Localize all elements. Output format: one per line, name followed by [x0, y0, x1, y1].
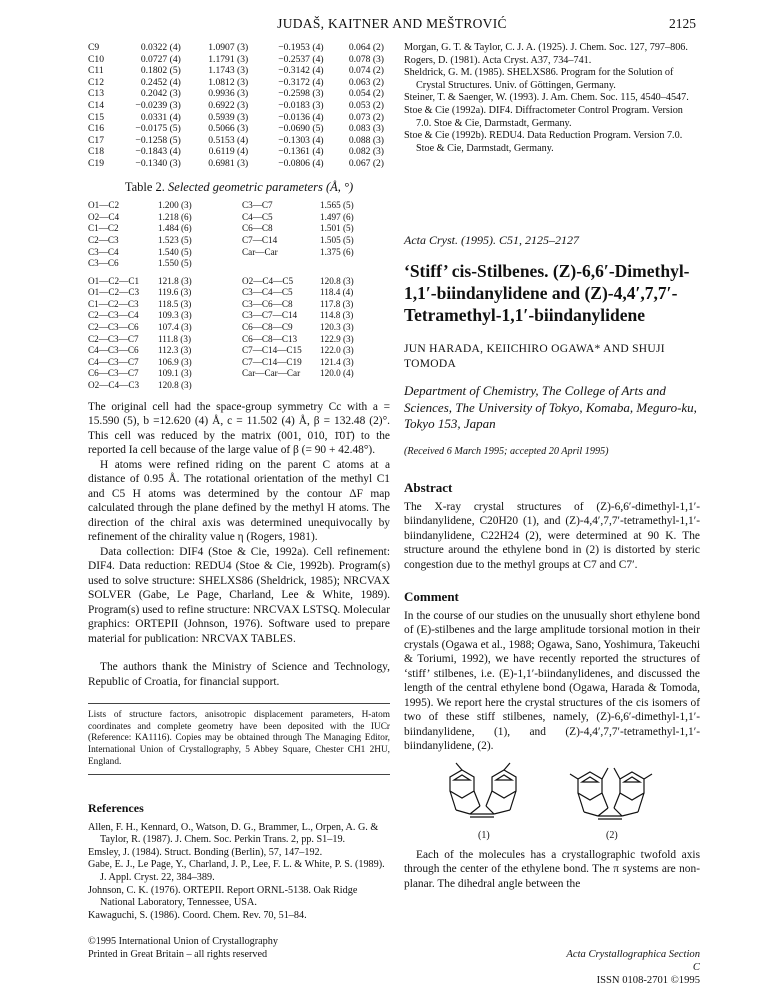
table-cell: −0.0136 (4) [278, 111, 324, 123]
table-cell: −0.1361 (4) [278, 146, 324, 158]
table-cell: 0.0727 (4) [140, 53, 181, 65]
table-cell: 0.088 (3) [348, 134, 384, 146]
reference-item: Gabe, E. J., Le Page, Y., Charland, J. P., Lee, F. L. & White, P. S. (1989). J. Appl. Cryst. 22, 384–389. [88, 859, 385, 884]
reference-item: Emsley, J. (1984). Struct. Bonding (Berlin), 57, 147–192. [88, 846, 323, 858]
table-cell: C6—C3—C7 [88, 368, 139, 379]
table-row [88, 88, 390, 100]
table-cell: 1.218 (6) [158, 211, 192, 222]
table-cell: 1.1791 (3) [208, 53, 249, 65]
bond-angles-table [88, 276, 390, 392]
authors: JUN HARADA, KEIICHIRO OGAWA* AND SHUJI TOMODA [404, 342, 665, 370]
table-cell: C4—C3—C7 [88, 356, 139, 367]
table-cell: C4—C3—C6 [88, 345, 139, 356]
table-cell: C3—C7—C14 [242, 310, 298, 321]
table-row [88, 123, 390, 135]
table-cell: C3—C6 [88, 258, 119, 269]
table-cell: C19 [88, 157, 104, 169]
table-cell: 0.082 (3) [348, 146, 384, 158]
table2-caption: Table 2. Selected geometric parameters (Å, °) [124, 179, 354, 194]
table-cell: 1.1743 (3) [208, 65, 249, 77]
table-row [88, 299, 390, 311]
reference-item: Sheldrick, G. M. (1985). SHELXS86. Program for the Solution of Crystal Structures. Univ. of Göttingen, Germany. [404, 67, 674, 91]
table-cell: Car—Car [242, 246, 278, 257]
table-cell: 121.4 (3) [320, 356, 354, 367]
table-cell: 111.8 (3) [158, 333, 191, 344]
table-cell [320, 258, 390, 270]
table-cell: C2—C3—C4 [88, 310, 139, 321]
table-row [88, 212, 390, 224]
table-cell: 0.9936 (3) [208, 88, 249, 100]
table-row [88, 276, 390, 288]
table-cell: −0.0806 (4) [278, 157, 324, 169]
table-cell: 120.8 (3) [320, 275, 354, 286]
table-cell: C7—C14 [242, 234, 278, 245]
table-cell: 1.200 (3) [158, 200, 192, 211]
table-cell: −0.1258 (5) [135, 134, 181, 146]
reference-item: Allen, F. H., Kennard, O., Watson, D. G., Brammer, L., Orpen, A. G. & Taylor, R. (1987). J. Chem. Soc. Perkin Trans. 2, pp. S1–19. [88, 821, 379, 846]
acknowledgement: The authors thank the Ministry of Science and Technology, Republic of Croatia, for financial support. [88, 661, 390, 688]
comment-heading: Comment [404, 589, 459, 605]
table-cell: −0.1303 (4) [278, 134, 324, 146]
affiliation: Department of Chemistry, The College of Arts and Sciences, The University of Tokyo, Komaba, Meguro-ku, Tokyo 153, Japan [404, 383, 697, 432]
structure-1-drawing [450, 763, 516, 817]
table-row [88, 258, 390, 270]
table-cell: C13 [88, 88, 104, 100]
table-cell: 0.064 (2) [348, 42, 384, 53]
table-cell: 109.1 (3) [158, 368, 192, 379]
table-cell: 1.523 (5) [158, 234, 192, 245]
table-cell: −0.0690 (5) [278, 123, 324, 135]
table-cell: 0.078 (3) [348, 53, 384, 65]
table-cell: 0.054 (2) [348, 88, 384, 100]
table-row [88, 235, 390, 247]
table-cell: C16 [88, 123, 104, 135]
table-cell: 0.053 (2) [348, 99, 384, 111]
table-cell: 118.5 (3) [158, 298, 192, 309]
table-cell: −0.0175 (5) [135, 123, 181, 135]
table-row [88, 65, 390, 77]
table-cell: C4—C5 [242, 211, 273, 222]
structure-2-drawing [570, 768, 652, 819]
table-cell: C6—C8—C13 [242, 333, 298, 344]
table-cell: 119.6 (3) [158, 287, 192, 298]
table-cell: 1.505 (5) [320, 234, 354, 245]
table-cell: 1.550 (5) [158, 258, 192, 269]
table-cell: 0.5939 (3) [208, 111, 249, 123]
table-cell: 112.3 (3) [158, 345, 192, 356]
table-row [88, 146, 390, 158]
table-row [88, 310, 390, 322]
table-cell: 0.6922 (3) [208, 99, 249, 111]
table-cell: 0.2042 (3) [140, 88, 181, 100]
table-cell: −0.0183 (3) [278, 99, 324, 111]
table-cell: 0.083 (3) [348, 123, 384, 135]
table-row [88, 334, 390, 346]
table-cell: 1.565 (5) [320, 200, 354, 211]
table-cell: 109.3 (3) [158, 310, 192, 321]
comment-text-continued: Each of the molecules has a crystallographic twofold axis through the center of the ethylene bond. The π systems are non-planar. The dihedral angle between the [404, 848, 700, 890]
table-cell: C7—C14—C15 [242, 345, 302, 356]
table-cell: C14 [88, 99, 104, 111]
table-cell: 0.0331 (4) [140, 111, 181, 123]
table-cell: C3—C6—C8 [242, 298, 293, 309]
left-column [88, 42, 390, 962]
table-row [88, 100, 390, 112]
table-cell: 121.8 (3) [158, 275, 192, 286]
table-cell: C15 [88, 111, 104, 123]
table-cell: O2—C4 [88, 211, 120, 222]
table-cell: 0.6981 (3) [208, 157, 249, 169]
table-cell: C7—C14—C19 [242, 356, 302, 367]
table-row [88, 380, 390, 392]
coordinates-table [88, 42, 390, 170]
table-row [88, 345, 390, 357]
references-list [88, 822, 390, 923]
table-row [88, 287, 390, 299]
reference-item: Kawaguchi, S. (1986). Coord. Chem. Rev. 70, 51–84. [88, 909, 307, 921]
table-cell: 0.067 (2) [348, 157, 384, 169]
table-cell: C6—C8 [242, 223, 273, 234]
table-cell: 0.2452 (4) [140, 76, 181, 88]
structure-1-label: (1) [478, 829, 490, 841]
table-cell: −0.2537 (4) [278, 53, 324, 65]
deposition-note: Lists of structure factors, anisotropic displacement parameters, H-atom coordinates and complete geometry have been deposited with the IUCr (Reference: KA1116). Copies may be obtained through The Managing Editor, International Union of Crystallography, 5 Abbey Square, Chester CH1 2HU, England. [88, 710, 390, 767]
table-cell: 122.0 (3) [320, 345, 354, 356]
table-cell: C2—C3—C7 [88, 333, 139, 344]
table-row [88, 54, 390, 66]
table-row [88, 322, 390, 334]
table-cell: 1.0907 (3) [208, 42, 249, 53]
table-cell: 117.8 (3) [320, 298, 354, 309]
reference-item: Stoe & Cie (1992b). REDU4. Data Reduction Program. Version 7.0. Stoe & Cie, Darmstadt, Germany. [404, 130, 683, 154]
table-row [88, 223, 390, 235]
table-cell: 120.8 (3) [158, 380, 192, 391]
hydrogen-paragraph: H atoms were refined riding on the parent C atoms at a distance of 0.95 Å. The rotational orientation of the methyl C1 and C5 H atoms was determined by the contour ΔF map calculated through the plane defined by the methyl H atoms. The direction of the chiral axis was determined unequivocally by refinement of the chirality value η (Rogers, 1981). [88, 458, 390, 544]
table-cell: C10 [88, 53, 104, 65]
table-cell: O2—C4—C5 [242, 275, 294, 286]
table-cell: 0.5066 (3) [208, 123, 249, 135]
table-cell: C3—C4 [88, 246, 119, 257]
table-cell: O1—C2—C3 [88, 287, 140, 298]
table-cell: C17 [88, 134, 104, 146]
received-dates: (Received 6 March 1995; accepted 20 April 1995) [404, 445, 609, 457]
table-row [88, 368, 390, 380]
abstract-heading: Abstract [404, 480, 453, 496]
table-cell: 122.9 (3) [320, 333, 354, 344]
table-cell: −0.1340 (3) [135, 157, 181, 169]
table-cell [242, 380, 320, 392]
journal-reference: Acta Cryst. (1995). C51, 2125–2127 [404, 233, 579, 248]
table-cell: 1.484 (6) [158, 223, 192, 234]
table-cell: −0.3142 (4) [278, 65, 324, 77]
table-cell: 0.0322 (4) [140, 42, 181, 53]
page-number: 2125 [669, 16, 696, 31]
table-cell: 1.0812 (3) [208, 76, 249, 88]
table-cell: 120.0 (4) [320, 368, 354, 379]
table-row [88, 112, 390, 124]
comment-text: In the course of our studies on the unusually short ethylene bond of (E)-stilbenes and the large amplitude torsional motion in their crystals (Ogawa et al., 1988; Ogawa, Sano, Yoshimura, Takeuchi & Toriumi, 1992), we have recently reported the structures of ‘stiff’ stilbenes, i.e. (E)-1,1′-biindanylidenes, and discussed the length of the central ethylene bond (Ogawa, Harada & Tomoda, 1995). We report here the crystal structures of the cis isomers of two of these stiff stilbenes, namely, (Z)-6,6′-dimethyl-1,1′-biindanylidene, (1), and (Z)-4,4′,7,7′-tetramethyl-1,1′-biindanylidene, (2). [404, 609, 700, 753]
table-cell: −0.1953 (4) [278, 42, 324, 53]
table-cell: 0.073 (2) [348, 111, 384, 123]
table-cell: C18 [88, 146, 104, 158]
table-cell: C3—C4—C5 [242, 287, 293, 298]
table-cell: −0.3172 (4) [278, 76, 324, 88]
reference-item: Johnson, C. K. (1976). ORTEPII. Report ORNL-5138. Oak Ridge National Laboratory, Tennessee, USA. [88, 884, 358, 909]
reference-item: Steiner, T. & Saenger, W. (1993). J. Am. Chem. Soc. 115, 4540–4547. [404, 92, 689, 104]
table-cell: C1—C2 [88, 223, 119, 234]
divider [88, 774, 390, 775]
table-cell: C11 [88, 65, 104, 77]
chemical-structures [404, 762, 700, 844]
table-cell: C6—C8—C9 [242, 322, 293, 333]
table-cell: −0.1843 (4) [135, 146, 181, 158]
structure-2-label: (2) [606, 829, 618, 841]
table-row [88, 200, 390, 212]
bond-lengths-table [88, 200, 390, 270]
table-cell: C9 [88, 42, 100, 53]
table-cell: 1.540 (5) [158, 246, 192, 257]
article-title: ‘Stiff’ cis-Stilbenes. (Z)-6,6′-Dimethyl-1,1′-biindanylidene and (Z)-4,4′,7,7′-Tetramethyl-1,1′-biindanylidene [404, 260, 690, 325]
table-cell: 120.3 (3) [320, 322, 354, 333]
table-cell: 1.501 (5) [320, 223, 354, 234]
table-cell: −0.0239 (3) [135, 99, 181, 111]
table-cell: −0.2598 (3) [278, 88, 324, 100]
table-cell: 107.4 (3) [158, 322, 192, 333]
table-row [88, 77, 390, 89]
right-column [404, 42, 700, 891]
running-header [88, 16, 696, 34]
references-heading: References [88, 801, 144, 816]
table-cell [320, 380, 390, 392]
table-cell: 0.5153 (4) [208, 134, 249, 146]
table-cell: 0.074 (2) [348, 65, 384, 77]
table-cell: C2—C3 [88, 234, 119, 245]
divider [88, 703, 390, 704]
abstract-text: The X-ray crystal structures of (Z)-6,6′-dimethyl-1,1′-biindanylidene, C20H20 (1), and (Z)-4,4′,7,7′-tetramethyl-1,1′-biindanylidene, C22H24 (2), were determined at 90 K. The structure around the ethylene bond in (2) is distorted by steric congestion due to the methyl groups at C7 and C7′. [404, 500, 700, 571]
table-cell: 1.497 (6) [320, 211, 354, 222]
table-cell: 0.6119 (4) [208, 146, 249, 158]
table-row [88, 135, 390, 147]
table-cell: 1.375 (6) [320, 246, 354, 257]
table-cell: O1—C2—C1 [88, 275, 140, 286]
table-row [88, 357, 390, 369]
table-cell: 114.8 (3) [320, 310, 354, 321]
table-row [88, 247, 390, 259]
table-cell: 0.063 (2) [348, 76, 384, 88]
page-footer: Acta Crystallographica Section C ISSN 0108-2701 ©1995 [566, 949, 700, 986]
table-cell: C3—C7 [242, 200, 273, 211]
table-cell: C1—C2—C3 [88, 298, 139, 309]
references-list-continued [404, 42, 700, 155]
cell-paragraph: The original cell had the space-group symmetry Cc with a = 15.590 (5), b =12.620 (4) Å, c = 11.502 (4) Å, β = 132.48 (2)°. This cell was reduced by the matrix (001, 010, 1̄01̄) to the reported Ia cell because of the large value of β (= 90 + 42.48°). [88, 400, 390, 457]
reference-item: Rogers, D. (1981). Acta Cryst. A37, 734–741. [404, 54, 592, 66]
table-cell [242, 258, 320, 270]
software-paragraph: Data collection: DIF4 (Stoe & Cie, 1992a). Cell refinement: DIF4. Data reduction: REDU4 (Stoe & Cie, 1992b). Program(s) used to solve structure: SHELXS86 (Sheldrick, 1985); NRCVAX SOLVER (Gabe, Le Page, Charland, Lee & White, 1989). Program(s) used to refine structure: NRCVAX LSTSQ. Molecular graphics: ORTEPII (Johnson, 1976). Software used to prepare material for publication: NRCVAX TABLES. [88, 545, 390, 645]
reference-item: Stoe & Cie (1992a). DIF4. Diffractometer Control Program. Version 7.0. Stoe & Cie, Darmstadt, Germany. [404, 104, 683, 129]
table-cell: O1—C2 [88, 200, 120, 211]
table-cell: 118.4 (4) [320, 287, 354, 298]
table-row [88, 42, 390, 54]
table-cell: Car—Car—Car [242, 368, 301, 379]
reference-item: Morgan, G. T. & Taylor, C. J. A. (1925). J. Chem. Soc. 127, 797–806. [404, 42, 688, 53]
running-title: JUDAŠ, KAITNER AND MEŠTROVIĆ [277, 16, 507, 31]
copyright: ©1995 International Union of Crystallography Printed in Great Britain – all rights reserved [88, 936, 278, 961]
table-row [88, 158, 390, 170]
structure-diagram [404, 762, 700, 844]
table-cell: 106.9 (3) [158, 356, 192, 367]
table-cell: O2—C4—C3 [88, 380, 140, 391]
table-cell: C2—C3—C6 [88, 322, 139, 333]
table-cell: 0.1802 (5) [140, 65, 181, 77]
table-cell: C12 [88, 76, 104, 88]
